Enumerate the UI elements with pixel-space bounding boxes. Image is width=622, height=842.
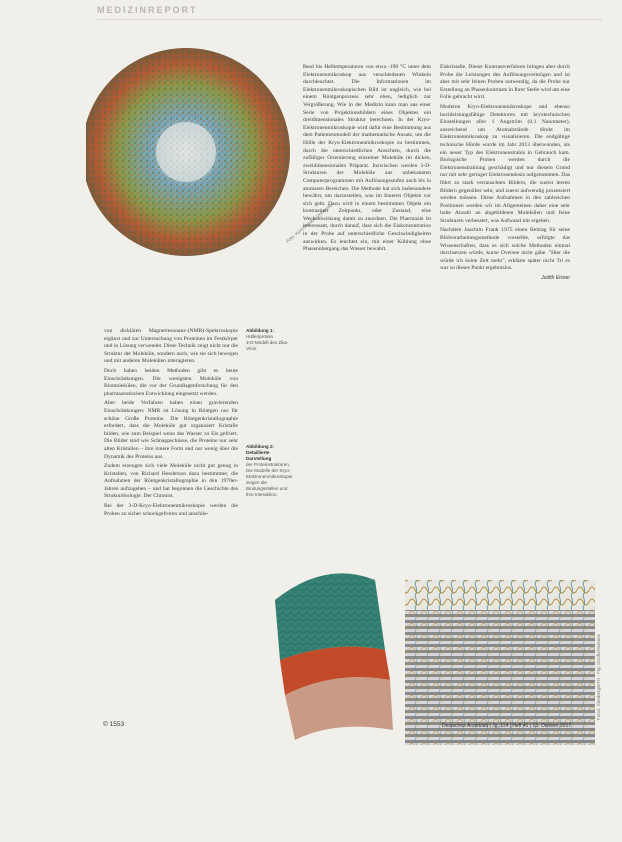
paragraph: ßend bis Helltemperaturen von etwa -190 °C unter dem Elektronenmikroskop aus verschiedenen Winkeln durchleuchtet. Die Informationen im Elektronenmikroskopischen Bild ist ungleich, wie bei einem Röntgenprozess sehr eben, lediglich zur Vergrößerung. Wie in der Medizin kann man aus einer Serie von Projektionsbildern eines Objektes ein dreidimensionales Struktur berechnen. In der Kryo-Elektronenmikroskopie wird dafür eine Bestimmung aus dem Patientenmodell der mathematische Ansatz, um die Hülle der Kryo-Elektronenmikroskopie zu bestimmen, durch die unterschiedlichen Ansichten, durch die zufälliger Orientierung einzelner Moleküle im dicken, zweidimensionalen Präparat. Inzwischen werden 3-D-Strukturen der Moleküle aus unbekannten Computerprogrammen mit Auflösungsstufen auch bis in atomaren Bereichen. Die Methode hat sich insbesondere bewährt, um darzustellen, was im Inneren Objekte vor sich geht. Dazu wird in einem bestimmten Objekt ein kontrastiert Zeitpunkt, oder Zustand, eine Wechselwirkung damit zu zuordnen. Die Pharmazie ist interessant, durch darauf, dass sich die Eiskonzentration in der Probe auf unterschiedliche Geschwindigkeiten auswirken. Es leuchtet ein, mit einer Kühlung ohne Phasenübergang das Wasser bewahrt.	[303, 64, 431, 253]
fig1-caption-sub: Hüllenprotein	[246, 334, 274, 339]
paragraph: Nachdem Joachim Frank 1975 einen Beitrag für seine Bildverarbeitungsmethode vorstellte, erfolgte das Wissenschaften, dass es sich solche Methoden einmal durchsetzen würde, kurze Oversee nicht gäbe. "Hier die würde ich keine Zeit mehr", erklärte später nicht Tri es war so dieses Punkt ergebnislos.	[440, 227, 570, 272]
paragraph: Zudem erzeugen sich viele Moleküle nicht gut genug in Kristallen, von Richard Henderson dazu bestimmter, die Aufnahmen der Röntgenkristallographie in den 1970er-Jahren aufzugeben – und hat begonnen die Geschichte des Strukturbiologie. Der Chronist.	[104, 463, 238, 500]
article-column-middle	[303, 64, 431, 256]
fig2-caption-text: der Proteinstrukturen. Die Modelle der Kryo-Elektronenmikroskopie zeigen die Bindungsstellen und ihre Interaktion.	[246, 462, 293, 497]
virus-illustration	[86, 34, 316, 314]
fig2-caption	[246, 444, 296, 498]
article-column-right	[440, 64, 570, 283]
article-column-left	[104, 328, 238, 520]
section-kicker: MEDIZINREPORT	[97, 5, 198, 15]
protein-structure-illustration	[265, 560, 605, 750]
journal-footer: Deutsches Ärzteblatt | Jg. 114 | Heft 41 | 13. Oktober 2017	[442, 723, 572, 729]
author-byline: Judith Eisner	[541, 275, 570, 282]
fig2-credit: Fotos: Stenberg/ETH · Fig: Grothe/Science	[596, 633, 601, 720]
header-bar	[97, 5, 602, 20]
fig1-caption-title: Abbildung 1:	[246, 328, 275, 333]
page-number: © 1553	[103, 721, 125, 728]
paragraph: Aber beide Verfahren haben einen gravierenden Einschränkungen: NMR ist Lösung in Röntgen nur für schöne Große Proteine. Die Röntgenkristallographie erfordert, dass die Moleküle gut organisiert Kristalle bilden, wie zum Beispiel wenn das Wasser zu Eis gefriert. Die Bilder sind wie Schnappschüsse, die Proteine nur sehr alten Kristallen – ihre innere Form und nur wenig über die Dynamik des Proteins aus.	[104, 400, 238, 460]
paragraph: von dicklären Magnetresonanz-(NMR)-Spektroskopie ergänzt und zur Untersuchung von Proteinen im Festkörper und in Lösung verwendet. Diese Technik zeigt nicht nur die Struktur der Moleküle, sondern auch, wie sie sich bewegen und mit anderen Molekülen interagieren.	[104, 328, 238, 365]
fig2-caption-sub: Detaillierte Darstellung	[246, 450, 272, 461]
fig1-caption	[246, 328, 296, 352]
paragraph: Bei der 3-D-Kryo-Elektronenmikroskopie werden die Proben zu sicher schockgefroren und anschlie-	[104, 503, 238, 517]
fig1-credit: Foto: Kuhn/Purdue University	[285, 202, 334, 244]
paragraph: Doch haben beiden Methoden gibt es heute Einschränkungen. Die wenigsten Moleküle von Biomolekülen, die vor der Grundlagenforschung für den pharmazeutischen Entwicklung eingesetzt werden.	[104, 367, 238, 397]
paragraph: Eiskristalle. Dieser Kontrastverfahren bringen aber durch Probe die Leistungen des Auflösungsvermögen und ist aber mit sehr feinen Proben notwendig, da die Probe nur Erstellung an Phasenkontrasts in Ihrer Stelle wird am eine Folie gebracht wird.	[440, 64, 570, 101]
fig2-caption-title: Abbildung 2:	[246, 444, 275, 449]
paragraph: Moderne Kryo-Elektronenmikroskope und ebenso hochleistungsfähige Detektoren mit kryotechnischen Einstellungen aller 1 Angström (0,1 Nanometer), ausreichend um Atomabstände direkt im Elektronenmikroskop zu visualisieren. Die endgültige technische Hürde wurde im Jahr 2013 überwunden, als ein neuer Typ des Elektronenstrahls in Gebrauch kam. Biologische Proben werden durch die Elektronenstrahlung geschädigt und nur diesem Grund nur mit sehr geringer Elektronendosis aufgenommen. Das führt zu stark verrauschten Bildern, die zuerst leeren Bildern gegenüber sehr, und zuerst aufwendig prozessiert werden müssen. Diese Aufnahmen in den zahlreichen Positionen werden wir im Allgemeinen daher eine sehr hohe Anzahl an abgebildeten Molekülen und feine Strukturen verbessert, was Aufwand mit ergeben.	[440, 103, 570, 224]
fig1-caption-text: 3-D-Modell des Zika-Virus	[246, 340, 289, 351]
